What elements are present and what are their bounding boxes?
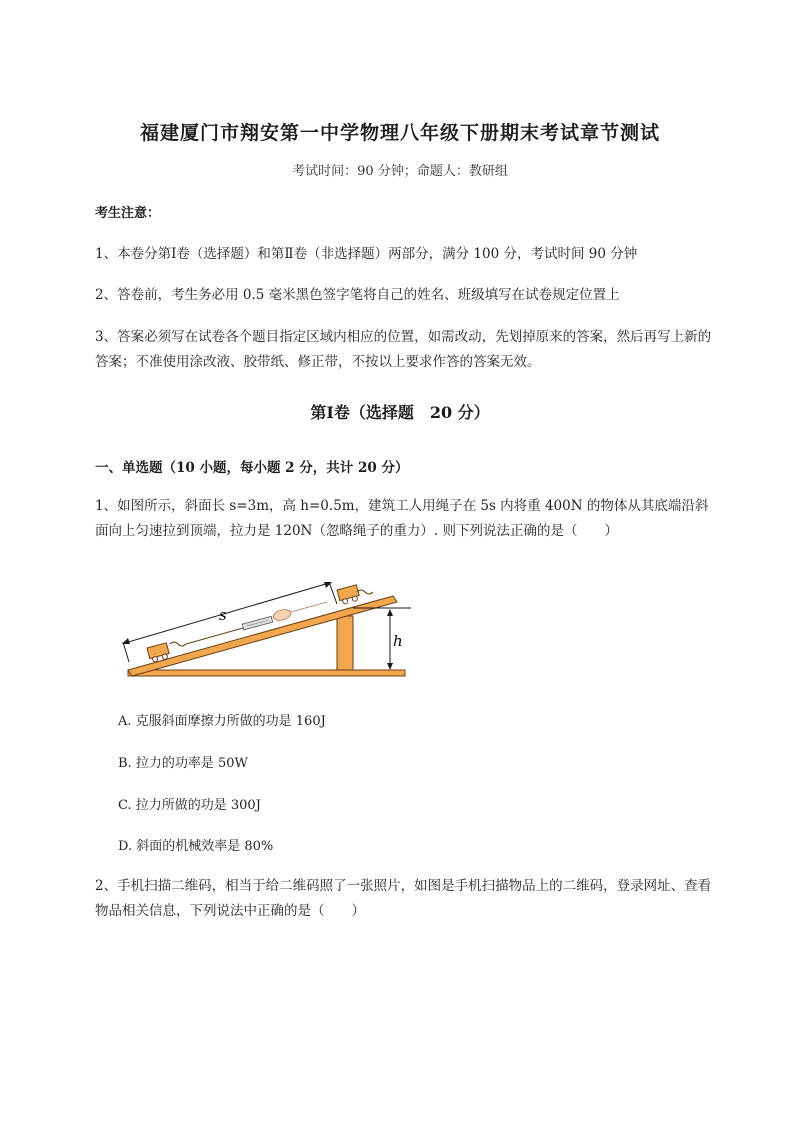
notice-item-3: 3、答案必须写在试卷各个题目指定区域内相应的位置，如需改动，先划掉原来的答案，然后再写上新的答案；不准使用涂改液、胶带纸、修正带，不按以上要求作答的答案无效。 — [95, 329, 712, 370]
height-arrow-head-top — [387, 609, 393, 616]
height-label: h — [393, 632, 403, 650]
exam-info: 考试时间：90 分钟；命题人：教研组 — [292, 164, 508, 179]
length-label: s — [219, 606, 227, 624]
support-pillar — [337, 616, 353, 670]
length-tick-bottom — [123, 642, 129, 662]
q1-option-a[interactable]: A. 克服斜面摩擦力所做的功是 160J — [118, 714, 326, 729]
cart-top — [337, 585, 360, 605]
ground-board — [128, 670, 405, 676]
height-arrow-head-bottom — [387, 663, 393, 670]
question-type-heading: 一、单选题（10 小题，每小题 2 分，共计 20 分） — [95, 460, 409, 476]
q1-option-c[interactable]: C. 拉力所做的功是 300J — [118, 798, 261, 813]
section-title: 第Ⅰ卷（选择题 20 分） — [310, 403, 490, 422]
question-1-stem: 1、如图所示，斜面长 s=3m，高 h=0.5m，建筑工人用绳子在 5s 内将重 400N 的物体从其底端沿斜面向上匀速拉到顶端，拉力是 120N（忽略绳子的重力）. 则下列说法正确的是（ ） — [95, 498, 709, 539]
incline-figure — [115, 570, 415, 682]
length-arrow — [125, 583, 329, 643]
notice-heading: 考生注意： — [95, 206, 161, 221]
notice-item-2: 2、答卷前，考生务必用 0.5 毫米黑色签字笔将自己的姓名、班级填写在试卷规定位置上 — [95, 287, 620, 303]
notice-item-1: 1、本卷分第Ⅰ卷（选择题）和第Ⅱ卷（非选择题）两部分，满分 100 分，考试时间 90 分钟 — [95, 246, 638, 262]
spring-scale — [242, 616, 273, 630]
length-tick-top — [329, 582, 337, 604]
rope-top — [357, 590, 373, 594]
q1-option-d[interactable]: D. 斜面的机械效率是 80% — [118, 839, 274, 854]
page-title: 福建厦门市翔安第一中学物理八年级下册期末考试章节测试 — [139, 122, 660, 144]
question-2-stem: 2、手机扫描二维码，相当于给二维码照了一张照片，如图是手机扫描物品上的二维码，登录网址、查看物品相关信息，下列说法中正确的是（ ） — [95, 878, 712, 919]
hand — [272, 608, 292, 622]
arm — [291, 602, 327, 612]
rope-bottom — [170, 642, 186, 646]
q1-option-b[interactable]: B. 拉力的功率是 50W — [118, 756, 248, 771]
